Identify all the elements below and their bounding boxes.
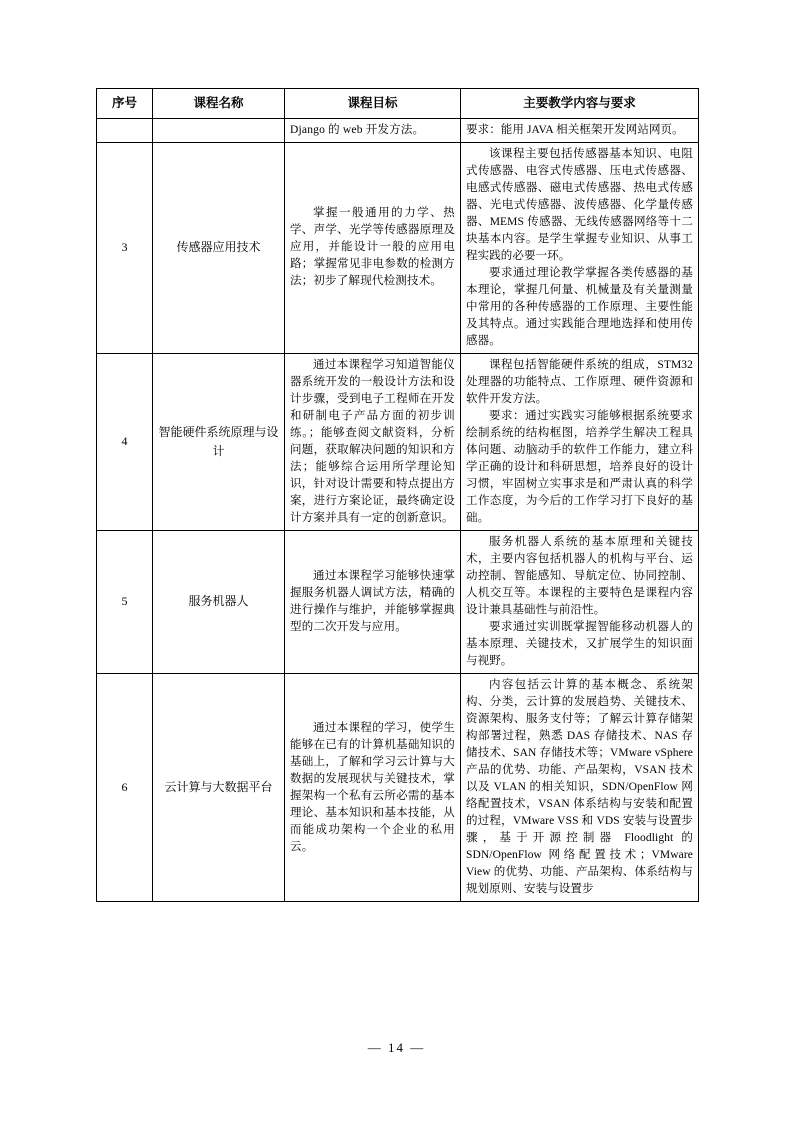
cell-no: 4 <box>97 353 153 530</box>
content-paragraph: 该课程主要包括传感器基本知识、电阻式传感器、电容式传感器、压电式传感器、电感式传感器、磁电式传感器、热电式传感器、光电式传感器、波传感器、化学量传感器、MEMS 传感器、无线传感器网络等十二块基本内容。是学生掌握专业知识、从事工程实践的必要一环。 <box>466 147 693 262</box>
cell-course-goal <box>285 530 461 673</box>
column-header-no: 序号 <box>97 89 153 119</box>
content-paragraph: 要求：能用 JAVA 相关框架开发网站网页。 <box>466 123 684 136</box>
cell-no: 6 <box>97 673 153 901</box>
cell-course-goal <box>285 142 461 353</box>
goal-paragraph: 通过本课程的学习，使学生能够在已有的计算机基础知识的基础上，了解和学习云计算与大数据的发展现状与关键技术，掌握架构一个私有云所必需的基本理论、基本知识和基本技能，从而能成功架构一个企业的私用云。 <box>290 721 455 853</box>
cell-content <box>461 118 699 142</box>
cell-course-name: 智能硬件系统原理与设计 <box>153 353 285 530</box>
page-number: — 14 — <box>367 1040 426 1055</box>
course-table <box>96 88 699 902</box>
cell-content <box>461 530 699 673</box>
content-paragraph: 要求通过理论教学掌握各类传感器的基本理论，掌握几何量、机械量及有关量测量中常用的各种传感器的工作原理、主要性能及其特点。通过实践能合理地选择和使用传感器。 <box>466 266 693 347</box>
cell-course-name: 传感器应用技术 <box>153 142 285 353</box>
goal-paragraph: 掌握一般通用的力学、热学、声学、光学等传感器原理及应用，并能设计一般的应用电路；掌握常见非电参数的检测方法；初步了解现代检测技术。 <box>290 207 455 288</box>
goal-paragraph: Django 的 web 开发方法。 <box>290 123 425 136</box>
page-footer <box>0 1040 793 1056</box>
cell-course-name: 云计算与大数据平台 <box>153 673 285 901</box>
content-paragraph: 服务机器人系统的基本原理和关键技术，主要内容包括机器人的机构与平台、运动控制、智能感知、导航定位、协同控制、人机交互等。本课程的主要特色是课程内容设计兼具基础性与前沿性。 <box>466 535 693 616</box>
cell-no <box>97 118 153 142</box>
cell-content <box>461 353 699 530</box>
table-row <box>97 353 699 530</box>
goal-paragraph: 通过本课程学习能够快速掌握服务机器人调试方法，精确的进行操作与维护，并能够掌握典型的二次开发与应用。 <box>290 569 455 633</box>
cell-no: 3 <box>97 142 153 353</box>
content-paragraph: 要求：通过实践实习能够根据系统要求绘制系统的结构框图，培养学生解决工程具体问题、动脑动手的软件工作能力，建立科学正确的设计和科研思想，培养良好的设计习惯，牢固树立实事求是和严肃认真的科学工作态度，为今后的工作学习打下良好的基础。 <box>466 409 693 524</box>
column-header-content: 主要教学内容与要求 <box>461 89 699 119</box>
cell-no: 5 <box>97 530 153 673</box>
table-header-row <box>97 89 699 119</box>
cell-course-goal <box>285 353 461 530</box>
cell-course-goal <box>285 118 461 142</box>
cell-course-goal <box>285 673 461 901</box>
cell-content <box>461 142 699 353</box>
content-paragraph: 要求通过实训既掌握智能移动机器人的基本原理、关键技术，又扩展学生的知识面与视野。 <box>466 620 693 667</box>
cell-course-name <box>153 118 285 142</box>
column-header-course-name: 课程名称 <box>153 89 285 119</box>
table-row <box>97 530 699 673</box>
table-row <box>97 118 699 142</box>
content-paragraph: 内容包括云计算的基本概念、系统架构、分类，云计算的发展趋势、关键技术、资源架构、服务支付等；了解云计算存储架构部署过程，熟悉 DAS 存储技术、NAS 存储技术、SAN 存储技术等；VMware vSphere 产品的优势、功能、产品架构，VSAN 技术以及 VLAN 的相关知识，SDN/OpenFlow 网络配置技术，VSAN 体系结构与安装和配置的过程，VMware VSS 和 VDS 安装与设置步骤，基于开源控制器 Floodlight 的 SDN/OpenFlow 网络配置技术；VMware View 的优势、功能、产品架构、体系结构与规划原则、安装与设置步 <box>466 678 693 896</box>
table-row <box>97 142 699 353</box>
cell-course-name: 服务机器人 <box>153 530 285 673</box>
cell-content <box>461 673 699 901</box>
content-paragraph: 课程包括智能硬件系统的组成，STM32 处理器的功能特点、工作原理、硬件资源和软件开发方法。 <box>466 358 693 405</box>
goal-paragraph: 通过本课程学习知道智能仪器系统开发的一般设计方法和设计步骤，受到电子工程师在开发和研制电子产品方面的初步训练。；能够查阅文献资料，分析问题，获取解决问题的知识和方法；能够综合运用所学理论知识，针对设计需要和特点提出方案，进行方案论证，最终确定设计方案并具有一定的创新意识。 <box>290 358 455 524</box>
table-row <box>97 673 699 901</box>
column-header-course-goal: 课程目标 <box>285 89 461 119</box>
